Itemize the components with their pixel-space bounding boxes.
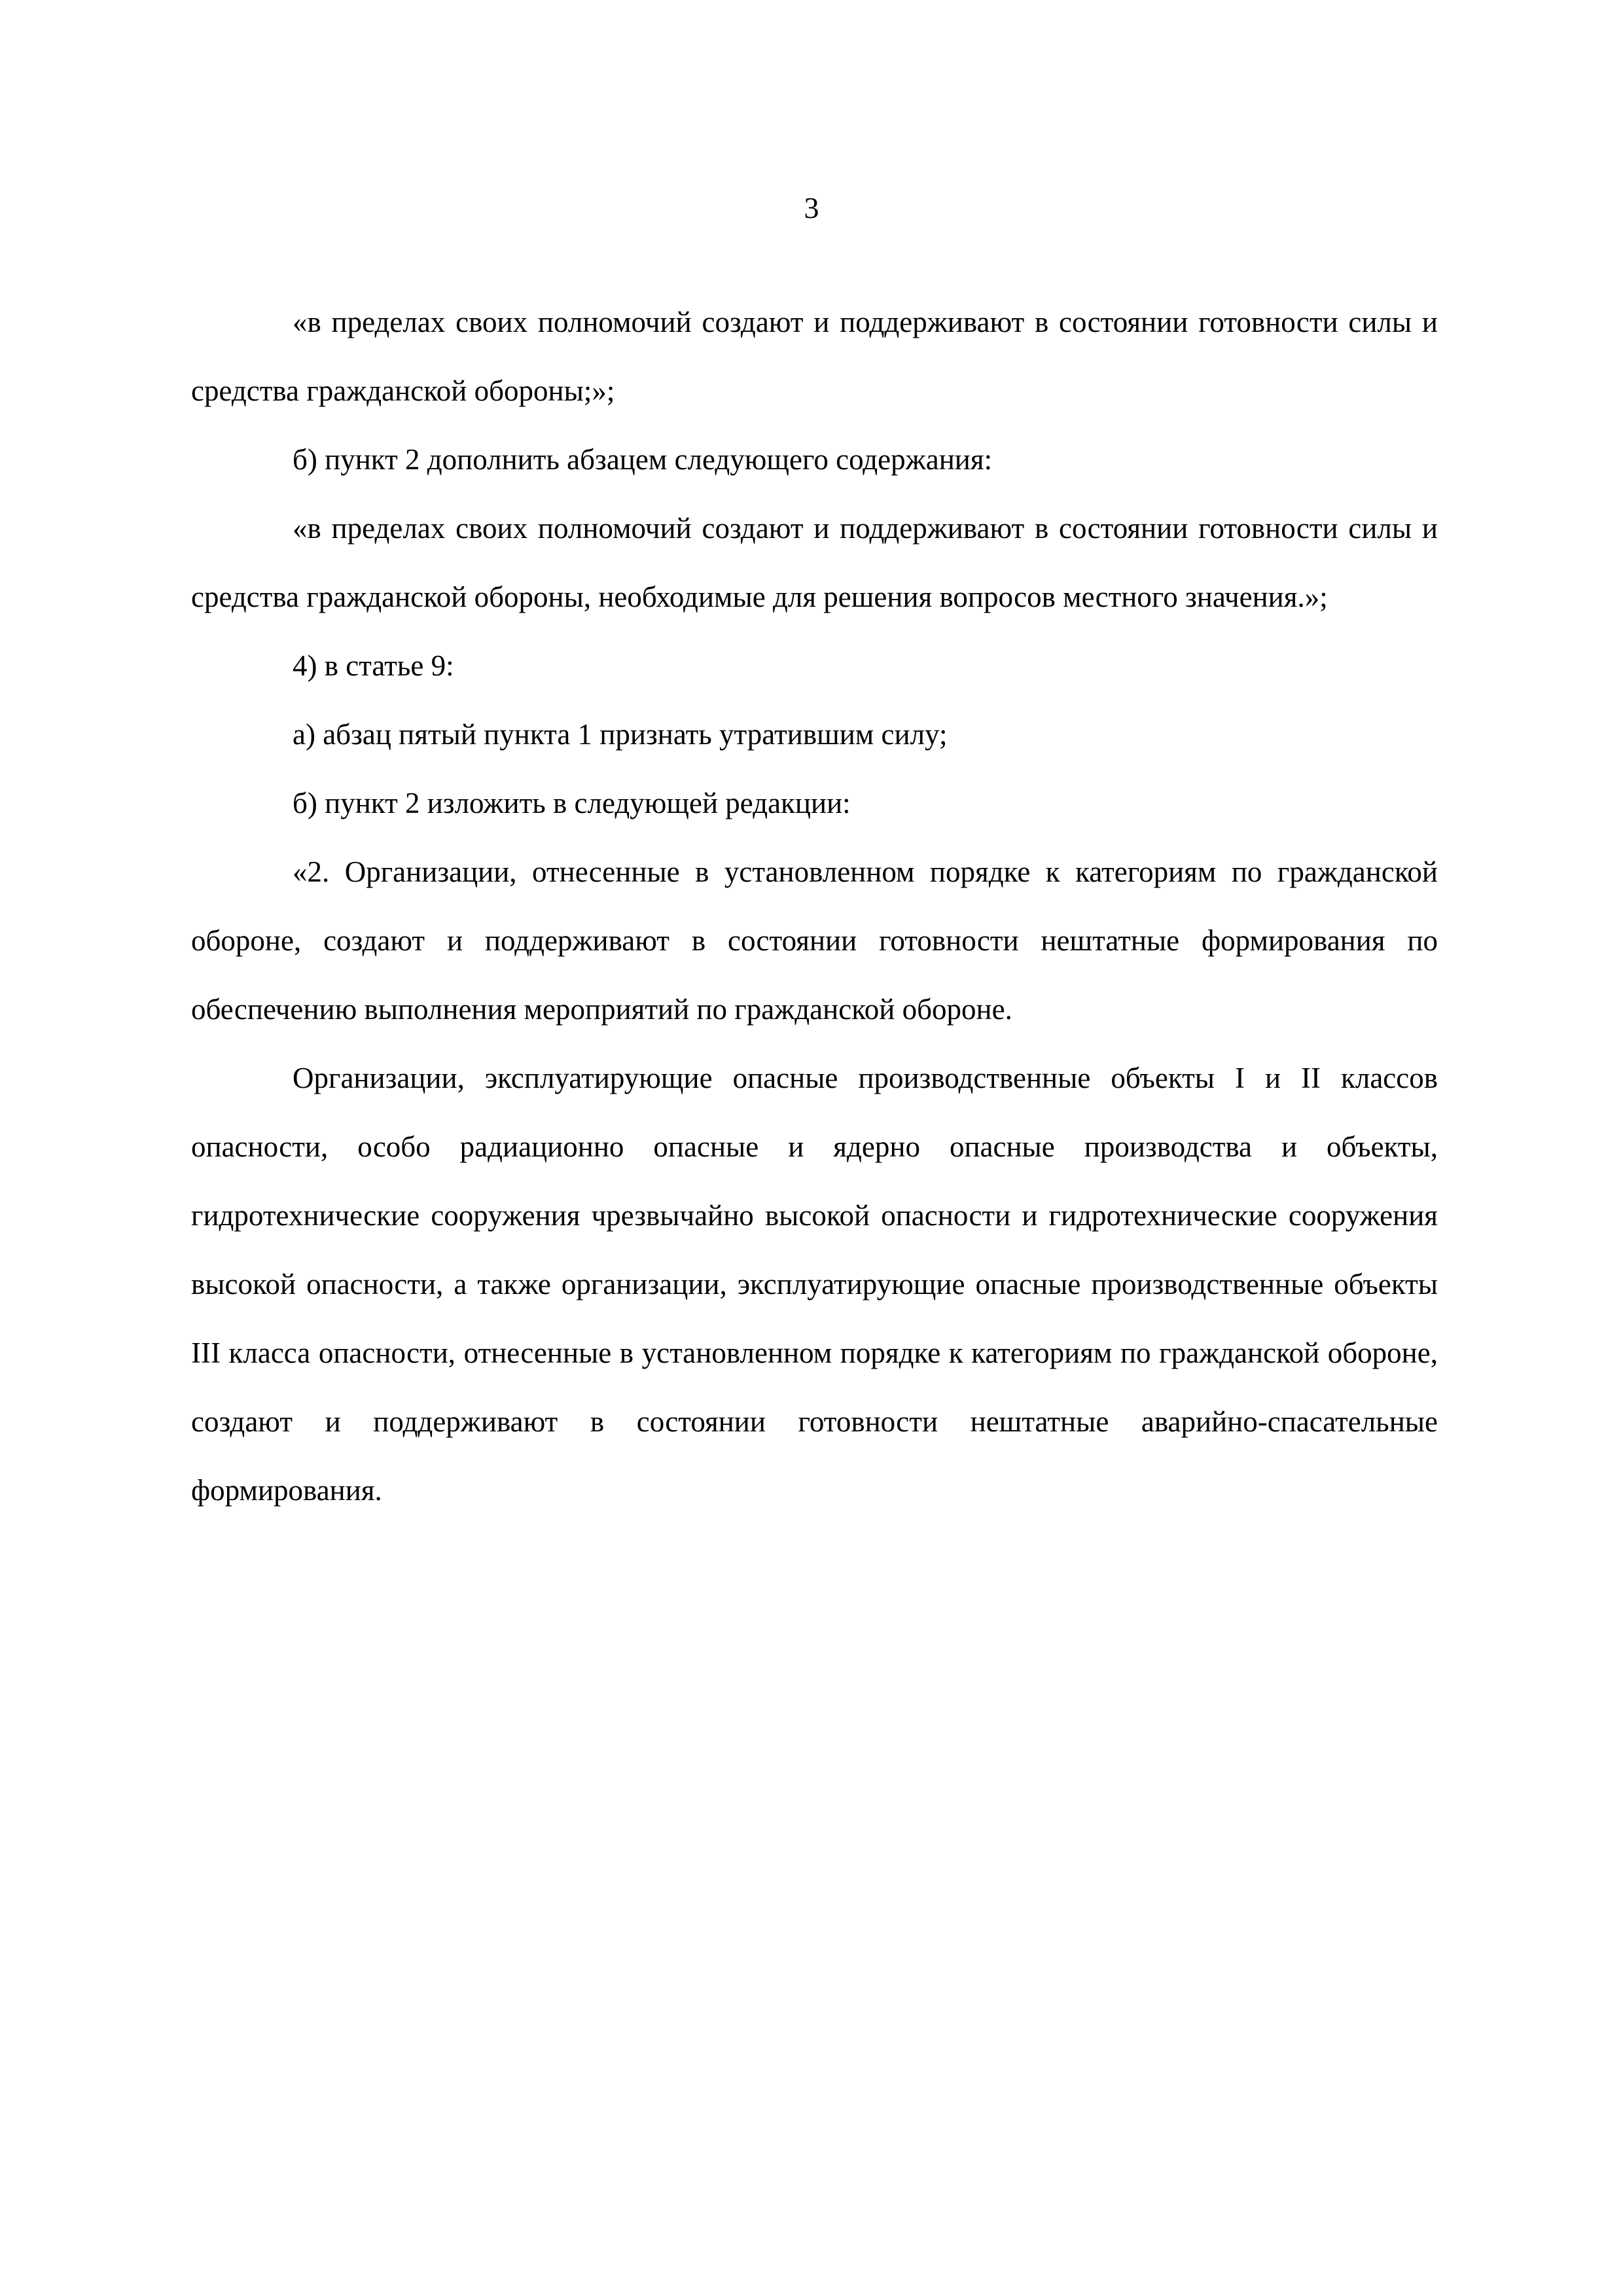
- paragraph: б) пункт 2 дополнить абзацем следующего содержания:: [293, 443, 993, 476]
- paragraph: «2. Организации, отнесенные в установленном порядке к категориям по гражданской обороне, создают и поддерживают в состоянии готовности нештатные формирования по обеспечению выполнения мероприятий по гражданской обороне.: [191, 855, 1438, 1026]
- paragraph: «в пределах своих полномочий создают и поддерживают в состоянии готовности силы и средства гражданской обороны, необходимые для решения вопросов местного значения.»;: [191, 512, 1438, 613]
- paragraph: «в пределах своих полномочий создают и поддерживают в состоянии готовности силы и средства гражданской обороны;»;: [191, 306, 1438, 407]
- paragraph: 4) в статье 9:: [293, 649, 454, 682]
- paragraph: а) абзац пятый пункта 1 признать утратившим силу;: [293, 718, 948, 751]
- paragraph: б) пункт 2 изложить в следующей редакции:: [293, 787, 851, 819]
- document-body: [191, 288, 1438, 1525]
- paragraph: Организации, эксплуатирующие опасные производственные объекты I и II классов опасности, особо радиационно опасные и ядерно опасные производства и объекты, гидротехнические сооружения чрезвычайно высокой опасности и гидротехнические сооружения высокой опасности, а также организации, эксплуатирующие опасные производственные объекты III класса опасности, отнесенные в установленном порядке к категориям по гражданской обороне, создают и поддерживают в состоянии готовности нештатные аварийно-спасательные формирования.: [191, 1062, 1438, 1507]
- page-number: 3: [804, 191, 819, 224]
